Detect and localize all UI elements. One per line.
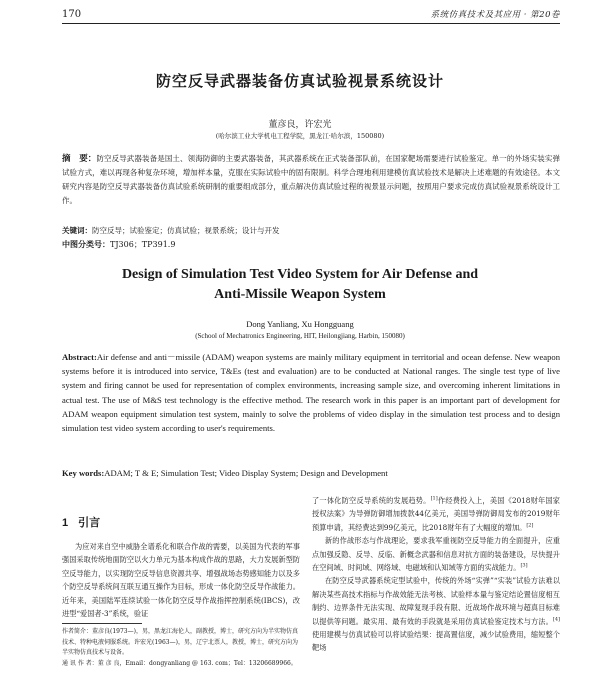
right-para2-text: 新的作战形态与作战理论，要求我军重视防空反导能力的全面提升，应重点加强反隐、反导、反临、新概念武器和信息对抗方面的装备建设，尽快提升在空间域、时间域、网络域、电磁域和认知域等方面的实战能力。 xyxy=(312,536,560,573)
footnote-author-bio: 作者简介：董彦良(1973—)，男，黑龙江海伦人，副教授，博士，研究方向为半实物仿真技术、特种电液伺服系统。许宏光(1963—)，男，辽宁北票人，教授，博士，研究方向为半实物仿真技术与设备。 xyxy=(62,628,298,657)
affiliation-en: (School of Mechatronics Engineering, HIT, Heilongjiang, Harbin, 150080) xyxy=(195,332,405,340)
affiliation-cn: (哈尔滨工业大学机电工程学院，黑龙江·哈尔滨，150080) xyxy=(215,132,385,140)
classification-cn-text: TJ306；TP391.9 xyxy=(110,240,176,249)
left-column xyxy=(62,494,300,669)
abstract-en-label: Abstract: xyxy=(62,352,97,362)
section-title: 引言 xyxy=(78,517,101,529)
abstract-en-text: Air defense and anti－missile (ADAM) weapon systems are mainly military equipment in territorial and ocean defense. New weapon systems before it is introduced into service, T&Es (test and evaluation) are to be conducted at National ranges. The single test type of live system and firing cannot be used for representation of complex environments, increasing sample size, and overcoming inherent limitations in actual test. The use of M&S test technology is the effective method. The research work in this paper is an important part of development for ADAM weapon equipment simulation test system, mainly to solve the problems of video display in the simulation test process and to design simulation test video system according to user's requirements. xyxy=(62,352,560,434)
right-paragraph-1 xyxy=(312,494,560,534)
footnote-contact: 通 讯 作 者：董 彦 良，Email：dongyanliang @ 163. com；Tel：13206689966。 xyxy=(62,659,297,667)
classification-cn xyxy=(62,238,560,251)
introduction-paragraph: 为应对来自空中威胁全谱系化和联合作战的需要，以美国为代表的军事强国采取传统地面防空以火力单元为基本构成作战的思路，大力发展新型防空反导能力，以实现防空反导信息资源共享、增强战场态势感知能力以及多个防空反导系统间互联互通互操作为目标，形成一体化防空反导作战能力。近年来，美国陆军连续试验一体化防空反导作战指挥控制系统(IBCS)，改进型“爱国者-3”系统，验证 xyxy=(62,542,300,619)
authors-cn: 董彦良，许宏光 xyxy=(268,120,332,130)
keywords-cn xyxy=(62,224,560,237)
classification-cn-label: 中图分类号： xyxy=(62,239,110,249)
paper-title-en-line2: Anti-Missile Weapon System xyxy=(214,287,386,302)
right-para1-text-b: 作经费投入上，美国《2018财年国家授权法案》为导弹防御增加拨款44亿美元，美国导弹防御局发布的2019财年预算申请，其经费达到99亿美元，比2018财年有了大幅度的增加。 xyxy=(312,496,560,532)
journal-name: 系统仿真技术及其应用 · 第20卷 xyxy=(430,10,560,20)
footnote-divider xyxy=(62,623,142,624)
author-footnote xyxy=(62,627,300,669)
citation-ref-1: [1] xyxy=(430,495,438,502)
right-para3-text-b: 使用建模与仿真试验可以将试验结果：提高置信度，减少试验费用，缩短整个靶场 xyxy=(312,630,560,653)
keywords-cn-label: 关键词： xyxy=(62,226,92,235)
abstract-cn-label: 摘 要： xyxy=(62,154,97,164)
abstract-cn xyxy=(62,152,560,208)
keywords-en xyxy=(62,467,560,480)
citation-ref-3: [3] xyxy=(520,562,528,569)
keywords-en-text: ADAM; T & E; Simulation Test; Video Display System; Design and Development xyxy=(104,468,388,478)
paper-title-en-line1: Design of Simulation Test Video System for Air Defense and xyxy=(121,267,479,282)
introduction-body xyxy=(62,540,300,620)
right-para3-text-a: 在防空反导武器系统定型试验中，传统的外场“实弹”“实装”试验方法难以解决某些高技术指标与作战效能无法考核、试验样本量与鉴定结论置信度相互制约、边界条件无法实现、故障复现手段有限、近战场作战环境与超真目标难以提供等问题。最实用、最有效的手段就是采用仿真试验鉴定技术与方法。 xyxy=(312,576,560,626)
right-paragraph-2 xyxy=(312,534,560,574)
section-number: 1 xyxy=(62,517,69,529)
keywords-cn-text: 防空反导；试验鉴定；仿真试验；视景系统；设计与开发 xyxy=(92,226,280,235)
right-paragraph-3 xyxy=(312,574,560,654)
abstract-cn-text: 防空反导武器装备是国土、领海防御的主要武器装备，其武器系统在正式装备部队前，在国家靶场需要进行试验鉴定。单一的外场实装实弹试验方式，难以再现各种复杂环境，增加样本量，克服在实际试验中的固有限制。科学合理地利用建模仿真试验技术是解决上述难题的有效途径。本文研究内容是防空反导武器装备仿真试验系统研制的重要组成部分，重点解决仿真试验过程的视景显示问题，按照用户要求完成仿真试验视景系统设计工作。 xyxy=(62,154,560,206)
citation-ref-4: [4] xyxy=(552,616,560,623)
authors-en: Dong Yanliang, Xu Hongguang xyxy=(246,319,354,329)
paper-title-cn: 防空反导武器装备仿真试验视景系统设计 xyxy=(155,72,444,90)
keywords-en-label: Key words: xyxy=(62,468,105,478)
paper-title-en xyxy=(0,265,600,305)
right-column xyxy=(312,494,560,655)
abstract-en xyxy=(62,350,560,435)
running-head xyxy=(62,8,560,24)
right-para1-text-a: 了一体化防空反导系统的发展趋势。 xyxy=(312,496,431,505)
page-number: 170 xyxy=(62,9,82,20)
section-heading-introduction xyxy=(62,514,300,530)
citation-ref-2: [2] xyxy=(526,522,534,529)
